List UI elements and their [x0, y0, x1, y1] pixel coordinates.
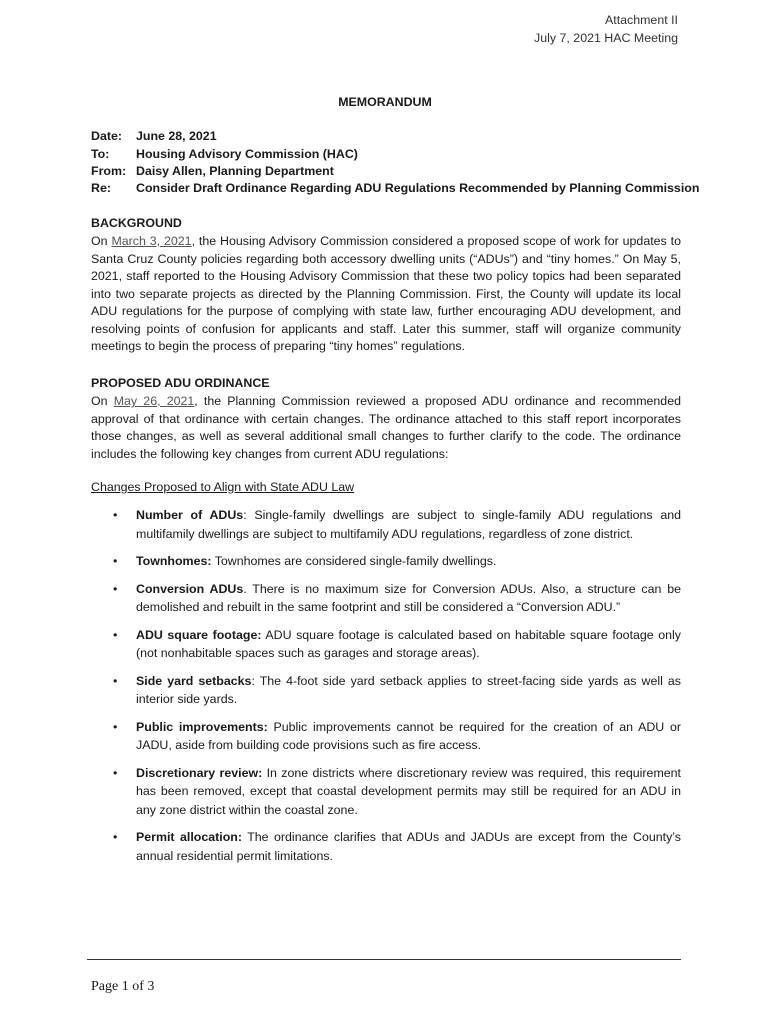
item-text: Townhomes are considered single-family dwellings.	[211, 554, 497, 568]
bullet-icon: •	[113, 719, 118, 734]
item-text: The ordinance clarifies that ADUs and JADUs are except from the County’s annual residential permit limitations.	[136, 830, 681, 863]
list-item	[91, 764, 681, 820]
item-term: Public improvements:	[136, 719, 268, 734]
memo-from-label: From:	[91, 164, 127, 178]
item-text: In zone districts where discretionary review was required, this requirement has been removed, except that coastal development permits may still be required for an ADU in any zone district within the coastal zone.	[136, 765, 681, 817]
memo-re-label: Re:	[91, 181, 111, 195]
memo-title: MEMORANDUM	[338, 95, 432, 109]
item-term: Conversion ADUs	[136, 581, 244, 596]
list-item	[91, 626, 681, 663]
memo-from-value: Daisy Allen, Planning Department	[136, 164, 334, 178]
background-paragraph	[91, 233, 681, 356]
item-text: : Single-family dwellings are subject to single-family ADU regulations and multifamily dwellings are subject to multifamily ADU regulations, regardless of zone district.	[136, 508, 681, 541]
proposed-text: , the Planning Commission reviewed a proposed ADU ordinance and recommended approval of that ordinance with certain changes. The ordinance attached to this staff report incorporates those changes, as well as several additional small changes to further clarify to the code. The ordinance includes the following key changes from current ADU regulations:	[91, 394, 681, 461]
list-item	[91, 552, 681, 571]
item-term: Discretionary review:	[136, 765, 263, 780]
item-term: Number of ADUs	[136, 508, 244, 522]
attachment-label: Attachment II	[604, 13, 678, 27]
item-text: . There is no maximum size for Conversion ADUs. Also, a structure can be demolished and rebuilt in the same footprint and still be considered a “Conversion ADU.”	[136, 581, 681, 614]
bullet-icon: •	[113, 581, 118, 596]
item-text: : The 4-foot side yard setback applies to street-facing side yards as well as interior side yards.	[136, 673, 681, 706]
item-text: Public improvements cannot be required for the creation of an ADU or JADU, aside from building code provisions such as fire access.	[136, 719, 681, 752]
changes-list	[91, 506, 681, 874]
memo-to-value: Housing Advisory Commission (HAC)	[136, 147, 358, 161]
item-term: Permit allocation:	[136, 830, 242, 844]
bullet-icon: •	[113, 830, 118, 844]
memo-date-label: Date:	[91, 129, 122, 143]
proposed-paragraph	[91, 393, 681, 463]
list-item	[91, 828, 681, 865]
list-item	[91, 718, 681, 755]
memo-re-value: Consider Draft Ordinance Regarding ADU Regulations Recommended by Planning Commission	[136, 181, 700, 195]
list-item	[91, 580, 681, 617]
march-3-link[interactable]: March 3, 2021	[111, 234, 192, 248]
proposed-text-start: On	[91, 394, 114, 408]
bullet-icon: •	[113, 627, 118, 642]
footer-divider	[87, 959, 681, 960]
item-text: ADU square footage is calculated based on habitable square footage only (not nonhabitable spaces such as garages and storage areas).	[136, 627, 681, 660]
memo-to-label: To:	[91, 147, 110, 161]
bullet-icon: •	[113, 554, 118, 568]
may-26-link[interactable]: May 26, 2021	[113, 394, 195, 408]
meeting-label: July 7, 2021 HAC Meeting	[534, 31, 678, 45]
item-term: ADU square footage:	[136, 627, 262, 642]
memo-date-value: June 28, 2021	[136, 129, 217, 143]
list-item	[91, 672, 681, 709]
changes-subheading: Changes Proposed to Align with State ADU Law	[91, 480, 355, 494]
background-heading: BACKGROUND	[91, 216, 182, 230]
bullet-icon: •	[113, 765, 118, 780]
page-number: Page 1 of 3	[91, 979, 155, 994]
bullet-icon: •	[113, 508, 118, 522]
bullet-icon: •	[113, 673, 118, 688]
proposed-heading: PROPOSED ADU ORDINANCE	[91, 376, 270, 390]
list-item	[91, 506, 681, 543]
background-text: , the Housing Advisory Commission considered a proposed scope of work for updates to Santa Cruz County policies regarding both accessory dwelling units (“ADUs”) and “tiny homes.” On May 5, 2021, staff reported to the Housing Advisory Commission that these two policy topics had been separated into two separate projects as directed by the Planning Commission. First, the County will update its local ADU regulations for the purpose of complying with state law, further encouraging ADU development, and resolving points of confusion for applicants and staff. Later this summer, staff will organize community meetings to begin the process of preparing “tiny homes” regulations.	[91, 234, 681, 353]
background-text-start: On	[91, 234, 112, 248]
item-term: Townhomes:	[136, 554, 212, 568]
item-term: Side yard setbacks	[136, 673, 252, 688]
